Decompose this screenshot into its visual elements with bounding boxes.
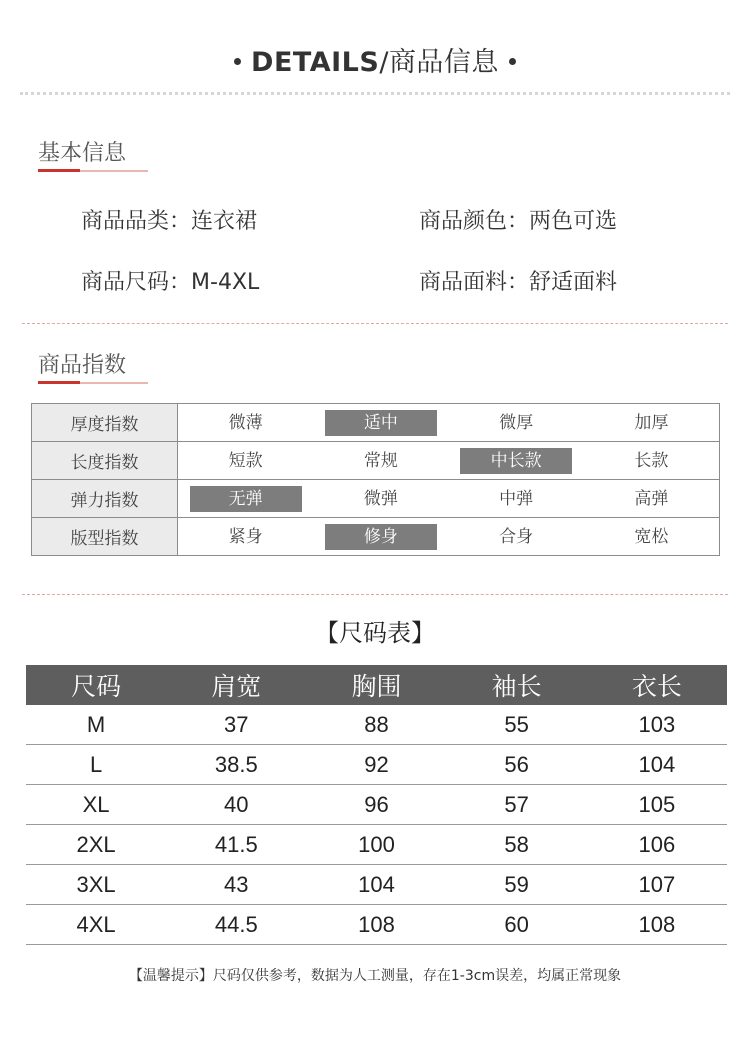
- size-table-cell: 58: [447, 825, 587, 865]
- index-option-selected: 适中: [325, 410, 437, 436]
- section-divider: [22, 594, 728, 595]
- info-item-color: 商品颜色：两色可选: [419, 209, 618, 234]
- size-table-cell: 4XL: [26, 905, 166, 945]
- size-table-cell: L: [26, 745, 166, 785]
- size-table-cell: 37: [166, 705, 306, 745]
- index-option: 加厚: [634, 412, 669, 433]
- size-table-header: 肩宽: [166, 665, 306, 705]
- section-underline: [38, 170, 148, 172]
- info-value: 连衣裙: [191, 209, 258, 234]
- index-row-label: 长度指数: [32, 442, 178, 480]
- section-underline: [38, 382, 148, 384]
- footer-note: 【温馨提示】尺码仅供参考，数据为人工测量，存在1-3cm误差，均属正常现象: [128, 968, 622, 984]
- size-table-cell: 3XL: [26, 865, 166, 905]
- index-option: 微弹: [363, 488, 398, 509]
- size-table-row: [26, 705, 727, 745]
- size-table-cell: M: [26, 705, 166, 745]
- size-table-cell: 60: [447, 905, 587, 945]
- info-item-size: 商品尺码：M-4XL: [81, 270, 260, 295]
- size-table-cell: 107: [587, 865, 727, 905]
- size-table-cell: 92: [306, 745, 446, 785]
- info-label: 商品颜色: [419, 209, 508, 234]
- page-title: [0, 40, 750, 79]
- size-table-cell: 103: [587, 705, 727, 745]
- size-table-cell: 55: [447, 705, 587, 745]
- index-row: [32, 404, 720, 442]
- size-table-cell: 108: [587, 905, 727, 945]
- index-option: 微薄: [228, 412, 263, 433]
- index-row-label: 厚度指数: [32, 404, 178, 442]
- index-option: 长款: [634, 450, 669, 471]
- bullet-dot-icon: [509, 58, 516, 65]
- index-option: 短款: [228, 450, 263, 471]
- size-table-header: 袖长: [447, 665, 587, 705]
- size-table-cell: 106: [587, 825, 727, 865]
- section-divider: [22, 323, 728, 324]
- info-value: 舒适面料: [529, 270, 618, 295]
- index-option-selected: 无弹: [190, 486, 302, 512]
- size-table-cell: 88: [306, 705, 446, 745]
- index-option: 高弹: [634, 488, 669, 509]
- index-option: 常规: [363, 450, 398, 471]
- index-table: [31, 403, 720, 556]
- index-row-label: 版型指数: [32, 518, 178, 556]
- size-table-cell: 56: [447, 745, 587, 785]
- size-table-cell: 2XL: [26, 825, 166, 865]
- size-table-cell: 43: [166, 865, 306, 905]
- index-options: [178, 480, 720, 518]
- size-table-cell: 44.5: [166, 905, 306, 945]
- size-table-header: 胸围: [306, 665, 446, 705]
- info-label: 商品品类: [81, 209, 170, 234]
- info-value: M-4XL: [191, 270, 260, 295]
- index-options: [178, 518, 720, 556]
- size-table-cell: 104: [306, 865, 446, 905]
- size-table-row: [26, 785, 727, 825]
- title-en: DETAILS: [251, 47, 380, 78]
- header-divider: [20, 92, 730, 95]
- size-table-cell: 104: [587, 745, 727, 785]
- index-option: 合身: [499, 526, 534, 547]
- size-table-cell: 40: [166, 785, 306, 825]
- size-table-cell: 57: [447, 785, 587, 825]
- index-row-label: 弹力指数: [32, 480, 178, 518]
- info-item-fabric: 商品面料：舒适面料: [419, 270, 618, 295]
- section-title-index: 商品指数: [38, 353, 127, 378]
- size-table-cell: 96: [306, 785, 446, 825]
- size-table-cell: 59: [447, 865, 587, 905]
- size-table-row: [26, 865, 727, 905]
- info-label: 商品尺码: [81, 270, 170, 295]
- size-table-cell: 41.5: [166, 825, 306, 865]
- index-row: [32, 518, 720, 556]
- index-option: 微厚: [499, 412, 534, 433]
- index-row: [32, 480, 720, 518]
- size-table-header: 衣长: [587, 665, 727, 705]
- info-label: 商品面料: [419, 270, 508, 295]
- index-option-selected: 修身: [325, 524, 437, 550]
- size-table-cell: 105: [587, 785, 727, 825]
- index-options: [178, 404, 720, 442]
- size-table: [26, 665, 727, 945]
- size-table-cell: 38.5: [166, 745, 306, 785]
- index-row: [32, 442, 720, 480]
- size-table-row: [26, 905, 727, 945]
- index-option-selected: 中长款: [460, 448, 572, 474]
- section-title-basic-info: 基本信息: [38, 141, 127, 166]
- size-table-cell: XL: [26, 785, 166, 825]
- size-table-row: [26, 825, 727, 865]
- size-chart-title: 【尺码表】: [315, 619, 435, 647]
- bullet-dot-icon: [234, 58, 241, 65]
- size-table-cell: 108: [306, 905, 446, 945]
- info-value: 两色可选: [529, 209, 618, 234]
- title-separator: /: [379, 47, 389, 78]
- info-item-category: 商品品类：连衣裙: [81, 209, 258, 234]
- size-table-header: 尺码: [26, 665, 166, 705]
- index-option: 宽松: [634, 526, 669, 547]
- index-options: [178, 442, 720, 480]
- size-table-cell: 100: [306, 825, 446, 865]
- index-option: 中弹: [499, 488, 534, 509]
- title-zh: 商品信息: [388, 47, 499, 78]
- index-option: 紧身: [228, 526, 263, 547]
- size-table-row: [26, 745, 727, 785]
